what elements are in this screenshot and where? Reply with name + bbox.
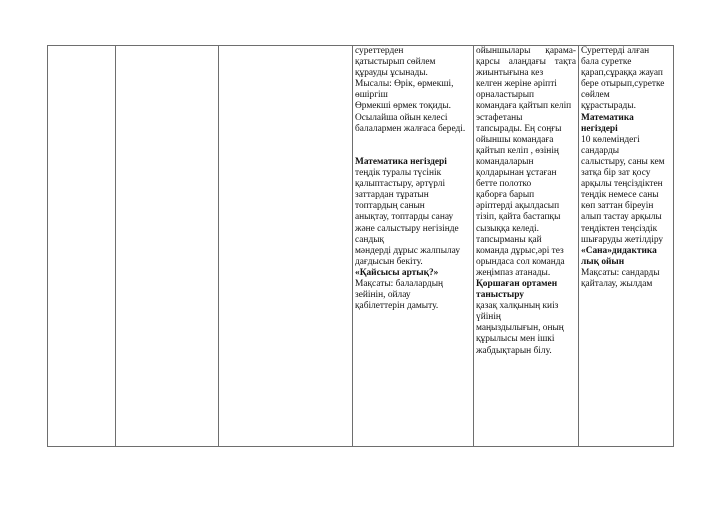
cell-text-line: Мысалы: Өрік, өрмекші, — [355, 79, 454, 90]
cell-heading-line: негіздері — [581, 123, 618, 134]
cell-text-line: қарсы алаңдағы тақта — [476, 57, 576, 68]
cell-text-line: сандық — [355, 234, 385, 245]
cell-text-line: қайталау, жылдам — [581, 278, 653, 289]
cell-text-line: қаборға барып — [476, 190, 535, 201]
cell-text-line: өшіргіш — [355, 90, 388, 101]
cell-heading-line: таныстыру — [476, 290, 524, 301]
column-5-cell — [474, 46, 579, 447]
cell-text-line: сандарды — [581, 145, 620, 156]
cell-text-line: мәндерді дұрыс жалпылау — [355, 245, 461, 256]
cell-text-line: бала суретке — [581, 57, 632, 68]
cell-text-line: қайтып келіп , өзінің — [476, 145, 559, 156]
cell-text-line: бере отырып,суретке — [581, 79, 665, 90]
cell-text-line: келген жеріне әріпті — [476, 79, 557, 90]
cell-text-line: тізіп, қайта бастапқы — [476, 212, 561, 223]
cell-heading-line: «Қайсысы артық?» — [355, 267, 439, 278]
cell-text-line: теңдіктен теңсіздік — [581, 223, 658, 234]
cell-text-line: топтардың санын — [355, 201, 425, 212]
cell-text-line: анықтау, топтарды санау — [355, 212, 454, 223]
cell-text-line: қалыптастыру, әртүрлі — [355, 179, 446, 190]
cell-text-line: Мақсаты: сандарды — [581, 267, 660, 278]
column-6-cell — [579, 46, 674, 447]
cell-text-line: әріптерді ақылдасып — [476, 201, 560, 212]
cell-text-line: эстафетаны — [476, 112, 523, 123]
cell-text-line: ойыншылары қарама- — [476, 46, 576, 56]
cell-text-line: жиынтығына кез — [476, 68, 544, 79]
cell-text-line: қарап,сұраққа жауап — [581, 68, 663, 79]
cell-text-line: теңдік немесе саны — [581, 190, 659, 201]
cell-text-line: шығаруды жетілдіру — [581, 234, 664, 245]
cell-text-line: команда дұрыс,әрі тез — [476, 245, 564, 256]
cell-text-line: орындаса сол команда — [476, 256, 565, 267]
cell-text-line: Суреттерді алған — [581, 46, 650, 56]
cell-text-line: ойыншы командаға — [476, 134, 554, 145]
cell-text-line: үйінің — [476, 312, 501, 323]
cell-text-line: 10 көлеміндегі — [581, 134, 640, 145]
cell-text-line: суреттерден — [355, 46, 404, 56]
cell-text-line: қабілеттерін дамыту. — [355, 301, 439, 312]
cell-text-line: құрауды ұсынады. — [355, 68, 428, 79]
cell-text-line: теңдік туралы түсінік — [355, 168, 442, 179]
column-2-cell — [116, 46, 219, 447]
cell-text-line: затқа бір зат қосу — [581, 168, 651, 179]
cell-text-line: бетте полотко — [476, 179, 532, 190]
cell-text-line: тапсырады. Ең соңғы — [476, 123, 562, 134]
table-row — [48, 46, 674, 447]
cell-heading-line: лық ойын — [581, 256, 625, 267]
cell-text-line: жеңімпаз атанады. — [476, 267, 551, 278]
cell-text-line: балалармен жалғаса береді. — [355, 123, 466, 134]
cell-text-line: Осылайша ойын келесі — [355, 112, 448, 123]
cell-text-line: алып тастау арқылы — [581, 212, 662, 223]
cell-text-line: сөйлем — [581, 90, 610, 101]
cell-text-line: және салыстыру негізінде — [355, 223, 459, 234]
cell-text-line: құрылысы мен ішкі — [476, 334, 555, 345]
cell-text-line: салыстыру, саны кем — [581, 156, 665, 167]
cell-text-line: тапсырманы қай — [476, 234, 542, 245]
cell-heading-line: Математика — [581, 112, 634, 123]
cell-text-line: арқылы теңсіздіктен — [581, 179, 663, 190]
cell-text-line — [355, 146, 471, 157]
cell-text-line: қазақ халқының киіз — [476, 301, 559, 312]
column-4-cell — [353, 46, 474, 447]
cell-text-line: көп заттан біреуін — [581, 201, 654, 212]
column-1-cell — [48, 46, 116, 447]
cell-text-line: қолдарынан ұстаған — [476, 168, 557, 179]
cell-text-line: заттардан тұратын — [355, 190, 429, 201]
cell-text-line: жабдықтарын білу. — [476, 345, 552, 356]
cell-text-line: қатыстырып сөйлем — [355, 57, 436, 68]
cell-text-line: зейінін, ойлау — [355, 290, 411, 301]
cell-heading-line: Математика негіздері — [355, 156, 447, 167]
cell-text-line: Өрмекші өрмек тоқиды. — [355, 101, 452, 112]
lesson-plan-table — [47, 45, 674, 447]
cell-heading-line: «Сана»дидактика — [581, 245, 657, 256]
cell-text-line: орналастырып — [476, 90, 535, 101]
cell-text-line: маңыздылығын, оның — [476, 323, 564, 334]
column-3-cell — [219, 46, 353, 447]
cell-text-line — [355, 135, 471, 146]
cell-heading-line: Қоршаған ортамен — [476, 278, 558, 289]
cell-text-line: Мақсаты: балалардың — [355, 278, 444, 289]
cell-text-line: құрастырады. — [581, 101, 636, 112]
cell-text-line: командаларын — [476, 156, 534, 167]
cell-text-line: сызыққа келеді. — [476, 223, 539, 234]
cell-text-line: командаға қайтып келіп — [476, 101, 572, 112]
cell-text-line: дағдысын бекіту. — [355, 256, 423, 267]
